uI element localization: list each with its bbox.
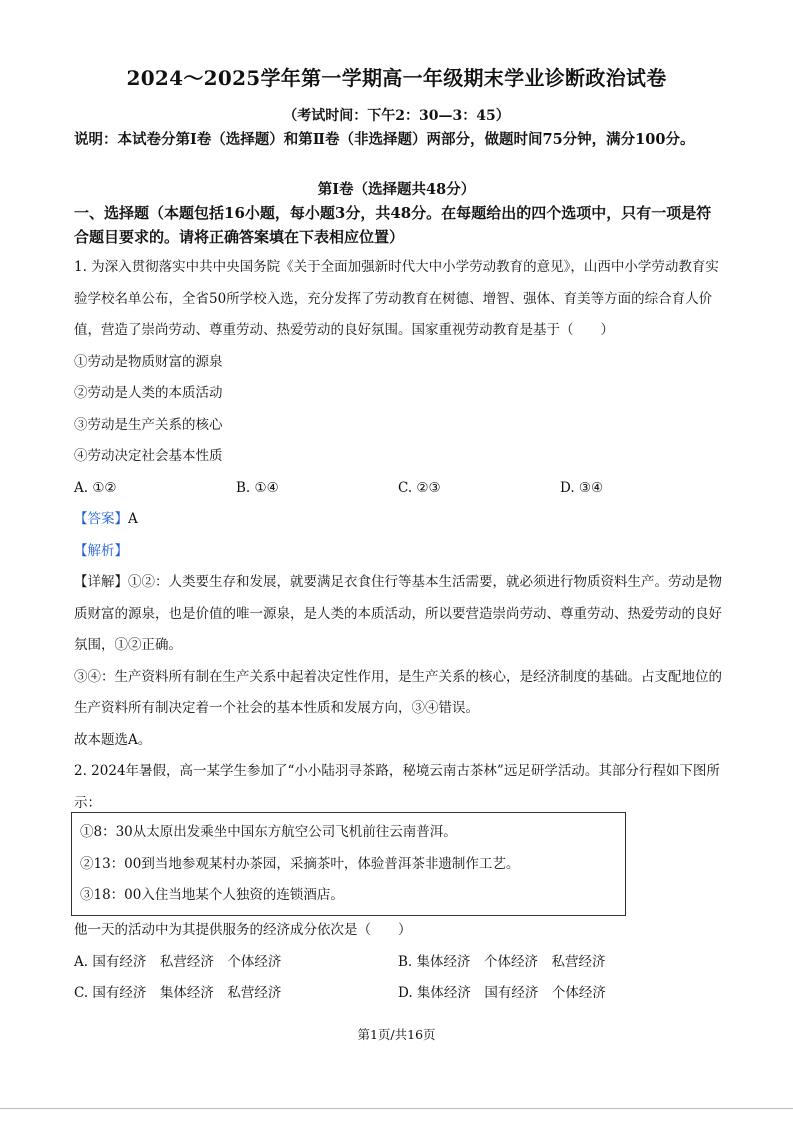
question-1-item: ②劳动是人类的本质活动 — [74, 385, 223, 401]
conclusion: 故本题选A。 — [74, 731, 152, 748]
answer-value: A — [128, 511, 138, 527]
analysis-line — [74, 536, 724, 568]
question-2-tail — [74, 915, 724, 1010]
question-2-question: 他一天的活动中为其提供服务的经济成分依次是（ ） — [74, 922, 412, 938]
question-2-option-a: A. 国有经济 私营经济 个体经济 — [74, 953, 282, 970]
detail-paragraph-2: ③④：生产资料所有制在生产关系中起着决定性作用，是生产关系的核心，是经济制度的基础。占支配地位的生产资料所有制决定着一个社会的基本性质和发展方向，③④错误。 — [74, 668, 722, 716]
bottom-divider — [0, 1108, 793, 1109]
exam-title: 2024～2025学年第一学期高一年级期末学业诊断政治试卷 — [126, 66, 667, 90]
question-1-option-d: D. ③④ — [560, 479, 604, 496]
detail-text-1: ①②：人类要生存和发展，就要满足衣食住行等基本生活需要，就必须进行物质资料生产。劳动是物质财富的源泉，也是价值的唯一源泉，是人类的本质活动，所以要营造崇尚劳动、尊重劳动、热爱劳动的良好氛围，①②正确。 — [74, 574, 722, 653]
answer-tag: 【答案】 — [74, 511, 128, 527]
question-1 — [74, 252, 724, 819]
question-1-option-c: C. ②③ — [398, 479, 441, 496]
answer-line — [74, 504, 724, 536]
detail-paragraph-1 — [74, 567, 724, 662]
question-2-options-row-2 — [74, 978, 724, 1010]
section-title: 第Ⅰ卷（选择题共48分） — [317, 181, 476, 198]
itinerary-box — [71, 812, 626, 916]
question-2-option-c: C. 国有经济 集体经济 私营经济 — [74, 985, 282, 1001]
question-1-item: ①劳动是物质财富的源泉 — [74, 353, 223, 370]
exam-time: （考试时间：下午2：30—3：45） — [283, 108, 510, 124]
section-instruction: 一、选择题（本题包括16小题，每小题3分，共48分。在每题给出的四个选项中，只有一项是符合题目要求的。请将正确答案填在下表相应位置） — [74, 204, 712, 246]
question-1-option-a: A. ①② — [74, 479, 117, 496]
itinerary-line: ①8：30从太原出发乘坐中国东方航空公司飞机前往云南普洱。 — [80, 824, 457, 840]
question-2-stem: 2. 2024年暑假，高一某学生参加了“小小陆羽寻茶路，秘境云南古茶林”远足研学活动。其部分行程如下图所示： — [74, 763, 720, 811]
analysis-tag: 【解析】 — [74, 542, 128, 559]
question-1-item: ④劳动决定社会基本性质 — [74, 448, 223, 464]
question-1-item: ③劳动是生产关系的核心 — [74, 416, 223, 433]
itinerary-line: ③18：00入住当地某个人独资的连锁酒店。 — [80, 887, 344, 903]
question-2-options-row-1 — [74, 947, 724, 979]
itinerary-line: ②13：00到当地参观某村办茶园，采摘茶叶，体验普洱茶非遗制作工艺。 — [80, 855, 520, 872]
detail-tag: 【详解】 — [74, 574, 128, 590]
question-1-option-b: B. ①④ — [236, 479, 279, 496]
question-2-option-d: D. 集体经济 国有经济 个体经济 — [398, 985, 606, 1001]
question-2-option-b: B. 集体经济 个体经济 私营经济 — [398, 953, 606, 970]
question-1-stem: 1. 为深入贯彻落实中共中央国务院《关于全面加强新时代大中小学劳动教育的意见》，山西中小学劳动教育实验学校名单公布，全省50所学校入选，充分发挥了劳动教育在树德、增智、强体、育美等方面的综合育人价值，营造了崇尚劳动、尊重劳动、热爱劳动的良好氛围。国家重视劳动教育是基于（ ） — [74, 259, 719, 338]
page-number: 第1页/共16页 — [357, 1027, 436, 1042]
exam-note: 说明：本试卷分第Ⅰ卷（选择题）和第Ⅱ卷（非选择题）两部分，做题时间75分钟，满分100分。 — [74, 131, 695, 148]
question-1-options — [74, 473, 724, 505]
